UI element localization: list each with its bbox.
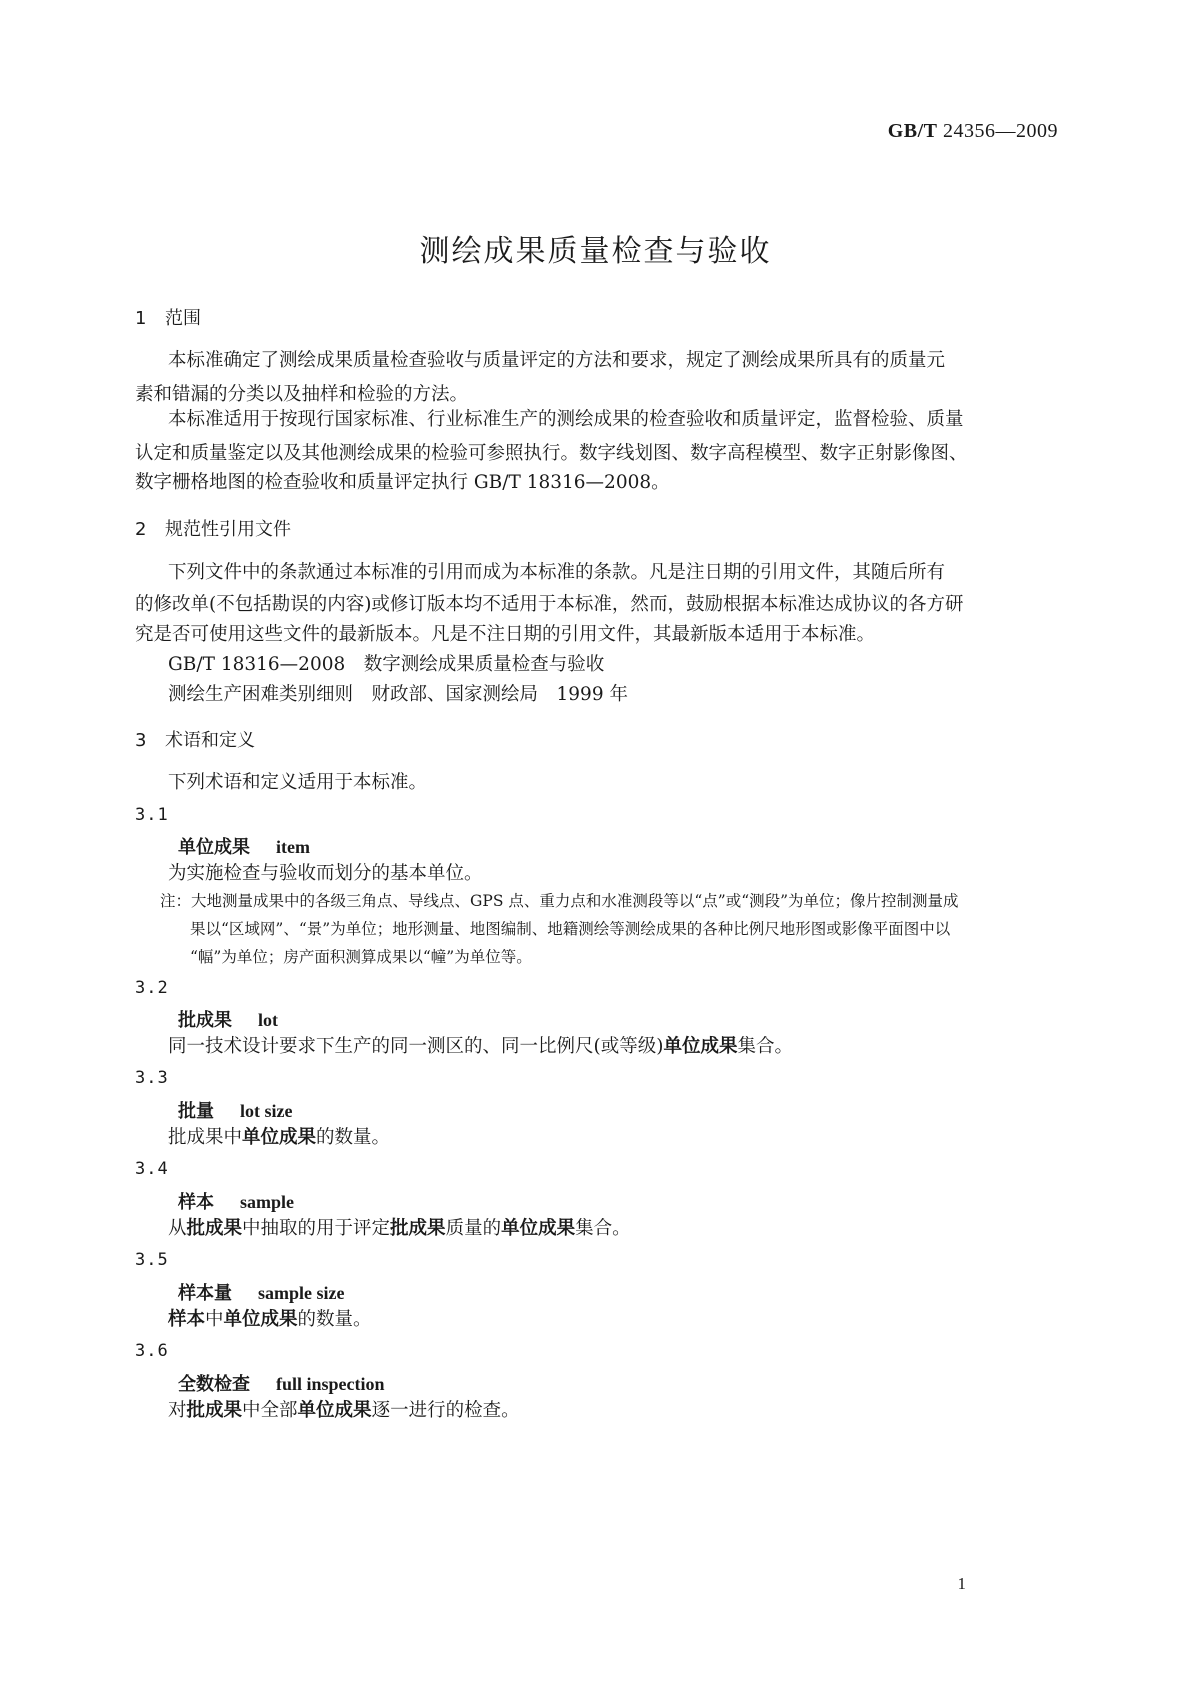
page-number: 1 <box>957 1574 966 1593</box>
s2-p1-line3: 究是否可使用这些文件的最新版本。凡是不注日期的引用文件，其最新版本适用于本标准。 <box>135 624 876 645</box>
section-2-heading: 2 规范性引用文件 <box>135 519 291 540</box>
page-title: 测绘成果质量检查与验收 <box>419 234 772 269</box>
term-3-4-number: 3.4 <box>135 1159 169 1179</box>
s1-p2-line2: 认定和质量鉴定以及其他测绘成果的检验可参照执行。数字线划图、数字高程模型、数字正射影像图、 <box>135 443 968 464</box>
s2-ref-2: 测绘生产困难类别细则 财政部、国家测绘局 1999 年 <box>168 684 628 705</box>
term-3-6-number: 3.6 <box>135 1341 169 1361</box>
s2-p1-line1: 下列文件中的条款通过本标准的引用而成为本标准的条款。凡是注日期的引用文件，其随后所有 <box>168 562 946 583</box>
term-3-3-title: 批量 lot size <box>178 1101 293 1122</box>
term-3-2-number: 3.2 <box>135 978 169 998</box>
term-3-3-definition: 批成果中单位成果的数量。 <box>168 1127 391 1148</box>
term-3-2-definition: 同一技术设计要求下生产的同一测区的、同一比例尺(或等级)单位成果集合。 <box>168 1036 793 1057</box>
term-3-5-definition: 样本中单位成果的数量。 <box>168 1309 372 1330</box>
s2-ref-1: GB/T 18316—2008 数字测绘成果质量检查与验收 <box>168 654 605 675</box>
term-3-1-definition: 为实施检查与验收而划分的基本单位。 <box>168 863 483 884</box>
section-3-heading: 3 术语和定义 <box>135 730 255 751</box>
s2-p1-line2: 的修改单(不包括勘误的内容)或修订版本均不适用于本标准，然而，鼓励根据本标准达成协议的各方研 <box>135 594 964 615</box>
section-1-heading: 1 范围 <box>135 308 201 329</box>
term-3-1-note-line1: 注：大地测量成果中的各级三角点、导线点、GPS 点、重力点和水准测段等以“点”或“测段”为单位；像片控制测量成 <box>160 892 959 910</box>
term-3-6-title: 全数检查 full inspection <box>178 1374 385 1395</box>
term-3-5-number: 3.5 <box>135 1250 169 1270</box>
s1-p1-line1: 本标准确定了测绘成果质量检查验收与质量评定的方法和要求，规定了测绘成果所具有的质量元 <box>168 350 946 371</box>
term-3-1-note-line3: “幅”为单位；房产面积测算成果以“幢”为单位等。 <box>190 948 532 966</box>
term-3-4-title: 样本 sample <box>178 1192 294 1213</box>
s1-p1-line2: 素和错漏的分类以及抽样和检验的方法。 <box>135 384 469 405</box>
term-3-2-title: 批成果 lot <box>178 1010 278 1031</box>
term-3-1-note-line2: 果以“区域网”、“景”为单位；地形测量、地图编制、地籍测绘等测绘成果的各种比例尺地形图或影像平面图中以 <box>190 920 951 938</box>
term-3-1-title: 单位成果 item <box>178 837 310 858</box>
term-3-4-definition: 从批成果中抽取的用于评定批成果质量的单位成果集合。 <box>168 1218 631 1239</box>
term-3-1-number: 3.1 <box>135 805 169 825</box>
standard-number: GB/T 24356—2009 <box>887 120 1058 142</box>
term-3-5-title: 样本量 sample size <box>178 1283 345 1304</box>
s3-intro: 下列术语和定义适用于本标准。 <box>168 772 428 793</box>
term-3-3-number: 3.3 <box>135 1068 169 1088</box>
s1-p2-line3: 数字栅格地图的检查验收和质量评定执行 GB/T 18316—2008。 <box>135 472 670 493</box>
term-3-6-definition: 对批成果中全部单位成果逐一进行的检查。 <box>168 1400 520 1421</box>
s1-p2-line1: 本标准适用于按现行国家标准、行业标准生产的测绘成果的检查验收和质量评定，监督检验、质量 <box>168 409 964 430</box>
